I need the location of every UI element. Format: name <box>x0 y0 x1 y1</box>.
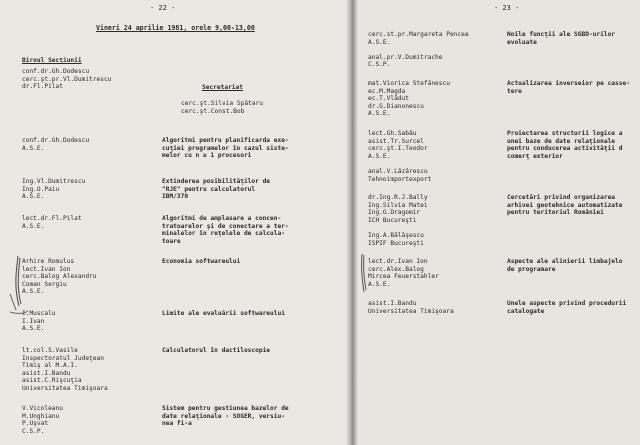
handwritten-tick-mark <box>8 290 20 314</box>
entry-title: Noile funcţii ale SGBD-urilor evoluate <box>507 31 616 46</box>
bureau-title: Biroul Secţiunii <box>22 57 82 64</box>
entry-title: Limite ale evaluării softwareului <box>162 310 285 317</box>
entry-title: Proiectarea structurii logice a unei baze de date relaţionale pentru conducerea activităţii d comerţ exterior <box>507 130 623 160</box>
entry-authors: Arhire Romulus lect.Ivan Ion cerc.Balog Alexandru Coman Sergiu A.S.E. <box>22 258 97 296</box>
secretariat-title: Secretariat <box>202 84 243 91</box>
entry-authors: lt.col.S.Vasile Inspectoratul Judeţean Timiş al M.A.I. asist.I.Bandu asist.C.Rişcuţia Universitatea Timişoara <box>22 347 108 392</box>
right-page <box>352 0 640 445</box>
entry-authors: conf.dr.Gh.Dodescu A.S.E. <box>22 137 90 152</box>
entry-authors: asist.I.Bandu Universitatea Timişoara <box>368 300 454 315</box>
entry-title: Algoritmi de amplasare a concen- tratoarelor şi de conectare a ter- minalelor în reţelele de calcula- toare <box>162 215 289 245</box>
secretariat-members: cerc.şt.Silvia Spătaru cerc.şt.Const.Bob <box>181 100 263 115</box>
entry-title: Algoritmi pentru planificarda exe- cuţiei programelor în cazul siste- melor cu n ≥ 1 procesori <box>162 137 289 160</box>
entry-authors: lect.Gh.Sabău asist.Tr.Surcel cerc.şt.I.Teodor A.S.E. anal.V.Lăzărescu Tehnoimportexport <box>368 130 432 183</box>
entry-authors: I.Muscalu I.Ivan A.S.E. <box>22 310 56 333</box>
page-number: - 23 - <box>494 4 520 12</box>
session-heading: Vineri 24 aprilie 1981, orele 9,00-13,00 <box>96 24 255 32</box>
entry-authors: cerc.st.pr.Margareta Pencea A.S.E. anal.pr.V.Dumitrache C.S.P. <box>368 31 469 69</box>
handwritten-margin-mark <box>356 252 370 296</box>
entry-title: Extinderea posibilităţilor de "RJE" pentru calculatorul IBM/370 <box>162 178 271 201</box>
entry-title: Sistem pentru gestiunea bazelor de date relaţionale - SOGER, versiu- nea fi-a <box>162 405 289 428</box>
entry-title: Unele aspecte privind procedurii catalogate <box>507 300 627 315</box>
entry-authors: V.Vicoleanu M.Unghianu P.Uşvat C.S.P. <box>22 405 63 435</box>
entry-title: Economia softwareului <box>162 258 241 265</box>
entry-authors: lect.dr.Fl.Pilat A.S.E. <box>22 215 82 230</box>
entry-authors: lect.dr.Ivan Ion cerc.Alex.Balog Mircea Feuerstahler A.S.E. <box>368 258 439 288</box>
bureau-members: conf.dr.Gh.Dodescu cerc.şt.pr.Vl.Dumitrescu dr.Fl.Pilat <box>22 68 112 91</box>
entry-title: Calculatorul în dactiloscopie <box>162 347 271 354</box>
entry-authors: dr.Ing.R.J.Bally Ing.Silvia Matei Ing.G.Dragomir ICH Bucureşti Ing.A.Bălăşescu ISPIF Bucureşti <box>368 194 428 247</box>
page-number: - 22 - <box>150 4 176 12</box>
book-gutter <box>346 0 358 445</box>
entry-title: Cercetări privind organizarea arhivei geotehnice automatizate pentru teritoriul României <box>507 194 623 217</box>
entry-title: Actualizarea inverseior pe casse- tere <box>507 80 630 95</box>
entry-authors: Ing.Vl.Dumitrescu Ing.O.Paiu A.S.E. <box>22 178 86 201</box>
entry-title: Aspecte ale alinierii limbajelo de programare <box>507 258 623 273</box>
entry-authors: mat.Viorica Stefănescu ec.M.Magda ec.T.Vlădut dr.G.Dianonescu A.S.E. <box>368 80 450 118</box>
